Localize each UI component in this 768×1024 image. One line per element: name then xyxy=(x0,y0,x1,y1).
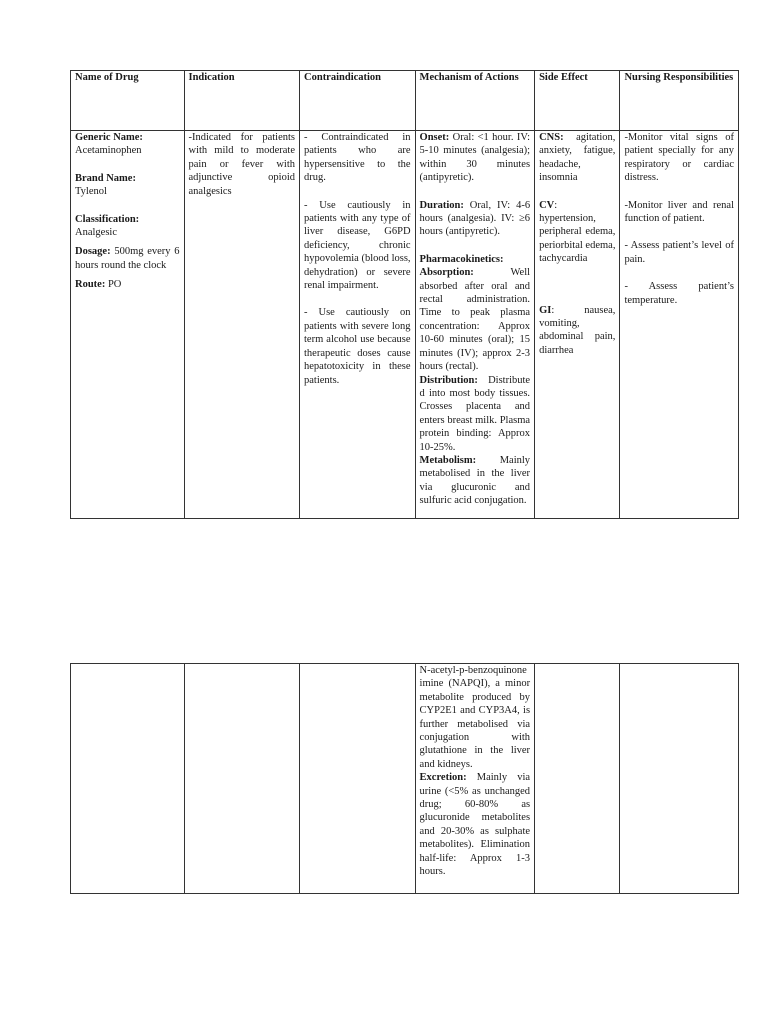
contraindication-3: - Use cautiously on patients with severe long term alcohol use because therapeutic doses cause hepatotoxicity in these patients. xyxy=(304,307,411,386)
generic-name: Acetaminophen xyxy=(75,145,142,157)
cell-mechanism-continued xyxy=(415,664,535,894)
metabolism-label: Metabolism: xyxy=(419,454,477,466)
excretion-label: Excretion: xyxy=(419,772,467,784)
duration-value: Oral, IV: 4-6 hours (analgesia). IV: ≥6 hours (antipyretic). xyxy=(419,199,531,238)
onset-value: Oral: <1 hour. IV: 5-10 minutes (analgesia); within 30 minutes (antipyretic). xyxy=(419,132,531,184)
classification: Analgesic xyxy=(75,227,117,239)
absorption xyxy=(420,266,531,373)
cell-drug-name xyxy=(71,131,185,519)
cell-indication xyxy=(184,131,300,519)
header-indication: Indication xyxy=(184,71,300,131)
metabolism-value: Mainly metabolised in the liver via glucuronic and sulfuric acid conjugation. xyxy=(419,454,531,507)
drug-row xyxy=(71,131,739,519)
brand-name: Tylenol xyxy=(75,186,107,198)
cell-empty-6 xyxy=(620,664,739,894)
cell-empty-5 xyxy=(535,664,620,894)
dosage-label: Dosage: xyxy=(75,246,111,258)
gi-label: GI xyxy=(539,304,552,316)
cns-value: agitation, anxiety, fatigue, headache, insomnia xyxy=(539,132,616,184)
route-label: Route: xyxy=(75,279,106,291)
side-effect-cv xyxy=(539,199,615,266)
cns-label: CNS: xyxy=(539,132,564,143)
distribution-label: Distribution: xyxy=(419,374,478,386)
continued-row xyxy=(71,664,739,894)
cell-empty-2 xyxy=(184,664,300,894)
header-side-effect: Side Effect xyxy=(535,71,620,131)
cell-contraindication xyxy=(300,131,416,519)
header-name-of-drug: Name of Drug xyxy=(71,71,185,131)
distribution xyxy=(420,374,531,454)
generic-name-label: Generic Name: xyxy=(75,132,143,143)
absorption-value: Well absorbed after oral and rectal administration. Time to peak plasma concentration: Approx 10-60 minutes (oral); 15 minutes (IV); approx 2-3 hours (rectal). xyxy=(419,267,531,373)
route-value: PO xyxy=(107,279,122,291)
dosage xyxy=(75,245,180,272)
header-row xyxy=(71,71,739,131)
brand-name-label: Brand Name: xyxy=(75,172,136,184)
duration xyxy=(420,199,531,239)
pharmacokinetics-label: Pharmacokinetics: xyxy=(419,253,504,265)
route xyxy=(75,278,180,291)
contraindication-1: - Contraindicated in patients who are hypersensitive to the drug. xyxy=(304,132,411,184)
cell-mechanism xyxy=(415,131,535,519)
cv-value: : hypertension, peripheral edema, periorbital edema, tachycardia xyxy=(539,199,616,265)
nursing-1: -Monitor vital signs of patient specially for any respiratory or cardiac distress. xyxy=(624,132,734,184)
header-contraindication: Contraindication xyxy=(300,71,416,131)
metabolism xyxy=(420,454,531,508)
excretion xyxy=(420,771,531,878)
contraindication-2: - Use cautiously in patients with any type of liver disease, G6PD deficiency, chronic hypovolemia (blood loss, dehydration) or severe renal impairment. xyxy=(304,199,411,292)
header-nursing: Nursing Responsibilities xyxy=(620,71,739,131)
cv-label: CV xyxy=(539,199,555,211)
gi-value: : nausea, vomiting, abdominal pain, diarrhea xyxy=(539,304,616,356)
classification-label: Classification: xyxy=(75,213,140,225)
nursing-2: -Monitor liver and renal function of patient. xyxy=(624,199,734,225)
excretion-value: Mainly via urine (<5% as unchanged drug; 60-80% as glucuronide metabolites and 20-30% as sulphate metabolites). Elimination half-life: Approx 1-3 hours. xyxy=(419,772,531,878)
onset-label: Onset: xyxy=(419,132,450,143)
cell-empty-1 xyxy=(71,664,185,894)
side-effect-gi xyxy=(539,304,615,358)
cell-nursing xyxy=(620,131,739,519)
cell-empty-3 xyxy=(300,664,416,894)
drug-table-page-1 xyxy=(70,70,739,519)
distribution-value: Distribute d into most body tissues. Crosses placenta and enters breast milk. Plasma protein binding: Approx 10-25%. xyxy=(419,374,531,453)
header-mechanism: Mechanism of Actions xyxy=(415,71,535,131)
nursing-3: - Assess patient’s level of pain. xyxy=(624,240,734,265)
onset xyxy=(420,131,531,185)
duration-label: Duration: xyxy=(419,199,464,211)
dosage-value: 500mg every 6 hours round the clock xyxy=(75,246,180,271)
cell-side-effect xyxy=(535,131,620,519)
metabolism-continued: N-acetyl-p-benzoquinone imine (NAPQI), a minor metabolite produced by CYP2E1 and CYP3A4, is further metabolised via conjugation with glutathione in the liver and kidneys. xyxy=(419,665,531,770)
nursing-4: - Assess patient’s temperature. xyxy=(624,281,734,306)
indication-text: -Indicated for patients with mild to moderate pain or fever with adjunctive opioid analgesics xyxy=(188,132,296,197)
drug-table-page-2 xyxy=(70,663,739,894)
absorption-label: Absorption: xyxy=(419,267,474,279)
generic-name-label-row xyxy=(75,131,180,144)
side-effect-cns xyxy=(539,131,615,185)
